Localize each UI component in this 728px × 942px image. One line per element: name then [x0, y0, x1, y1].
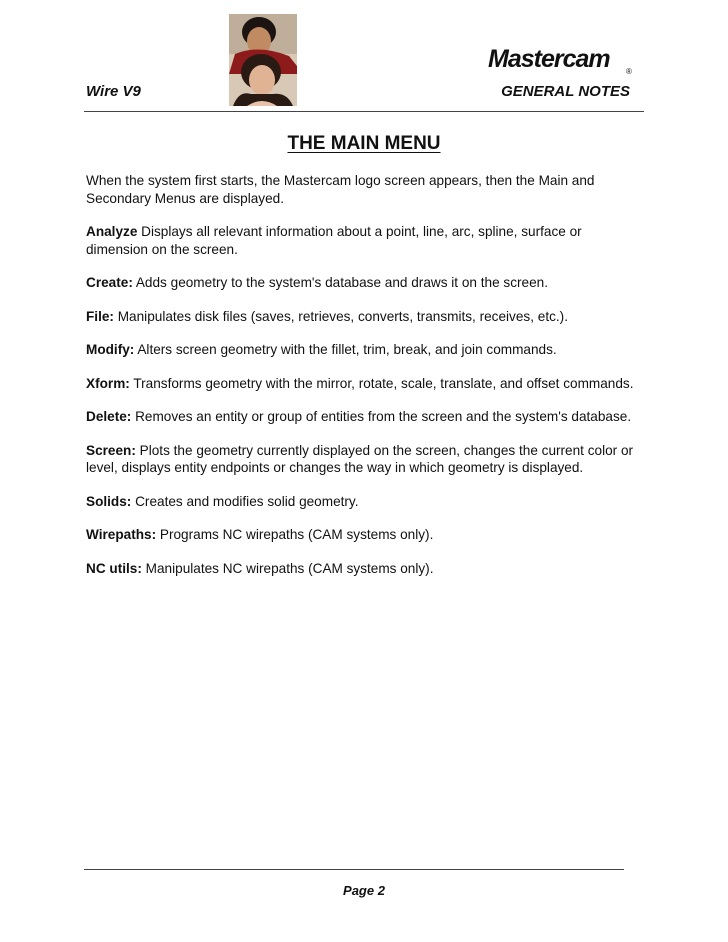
menu-item-screen: Screen: Plots the geometry currently displayed on the screen, changes the current color or level, displays entity endpoints or changes the way in which geometry is displayed.: [86, 442, 634, 475]
header-left-title: Wire V9: [86, 83, 141, 100]
header-photo: [229, 14, 297, 106]
page-title: THE MAIN MENU: [287, 133, 441, 154]
menu-item-wirepaths: Wirepaths: Programs NC wirepaths (CAM systems only).: [86, 527, 434, 542]
header-divider: [84, 111, 644, 112]
menu-item-solids: Solids: Creates and modifies solid geometry.: [86, 493, 359, 509]
footer-divider: [84, 869, 624, 870]
menu-item-xform: Xform: Transforms geometry with the mirror, rotate, scale, translate, and offset commands.: [86, 375, 634, 391]
page-number: Page 2: [343, 883, 385, 898]
menu-item-analyze: Analyze Displays all relevant information about a point, line, arc, spline, surface or dimension on the screen.: [86, 224, 582, 257]
menu-item-delete: Delete: Removes an entity or group of entities from the screen and the system's database.: [86, 409, 632, 424]
registered-mark: ®: [626, 67, 632, 76]
menu-item-create: Create: Adds geometry to the system's database and draws it on the screen.: [86, 275, 549, 290]
header-right-title: GENERAL NOTES: [501, 83, 630, 100]
mastercam-logo: Mastercam: [488, 45, 610, 73]
body-content: [86, 172, 646, 593]
intro-paragraph: When the system first starts, the Mastercam logo screen appears, then the Main and Secondary Menus are displayed.: [86, 173, 595, 206]
menu-item-modify: Modify: Alters screen geometry with the fillet, trim, break, and join commands.: [86, 342, 557, 357]
menu-item-nc-utils: NC utils: Manipulates NC wirepaths (CAM systems only).: [86, 560, 434, 576]
menu-item-file: File: Manipulates disk files (saves, retrieves, converts, transmits, receives, etc.).: [86, 308, 568, 324]
